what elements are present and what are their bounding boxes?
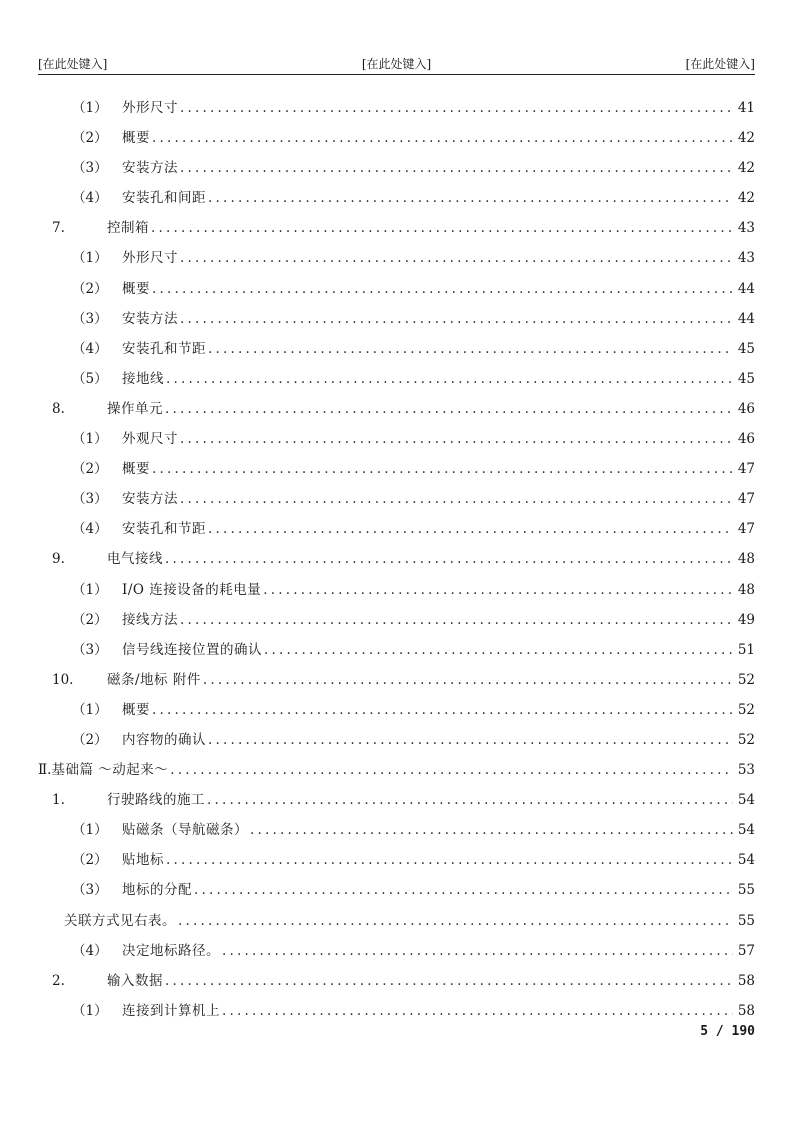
dot-leader [152, 123, 733, 153]
toc-entry-number: （1） [72, 581, 108, 598]
toc-entry-number: （2） [72, 461, 108, 478]
toc-entry[interactable] [38, 936, 755, 966]
toc-entry-title: 安装方法 [122, 160, 178, 177]
toc-entry-number: Ⅱ. [38, 762, 52, 779]
toc-entry-page: 48 [737, 581, 755, 598]
toc-entry-page: 45 [737, 370, 755, 387]
dot-leader [180, 153, 733, 183]
toc-entry[interactable] [38, 123, 755, 153]
toc-entry[interactable] [38, 334, 755, 364]
dot-leader [152, 454, 733, 484]
toc-entry-page: 54 [737, 792, 755, 809]
toc-entry-title: 磁条/地标 附件 [107, 671, 201, 688]
toc-entry-title: 外形尺寸 [122, 100, 178, 116]
dot-leader [222, 996, 733, 1026]
dot-leader [166, 845, 733, 875]
toc-entry-page: 58 [737, 972, 755, 989]
toc-entry-number: （2） [72, 731, 108, 748]
toc-entry[interactable] [38, 635, 755, 665]
toc-entry-page: 53 [737, 762, 755, 779]
toc-entry-page: 52 [737, 701, 755, 718]
toc-entry-page: 47 [737, 491, 755, 508]
toc-entry-number: 9. [52, 551, 65, 568]
toc-entry-number: （3） [72, 491, 108, 508]
dot-leader [207, 785, 733, 815]
toc-entry-title: 地标的分配 [122, 882, 192, 899]
toc-entry-title: 安装方法 [122, 491, 178, 508]
toc-entry-title: 行驶路线的施工 [107, 792, 205, 809]
page-header [38, 56, 755, 75]
toc-entry-number: （5） [72, 370, 108, 387]
toc-entry-number: （1） [72, 1002, 108, 1019]
toc-entry[interactable] [38, 454, 755, 484]
toc-entry[interactable] [38, 725, 755, 755]
toc-entry-page: 54 [737, 852, 755, 869]
toc-entry-number: 8. [52, 400, 65, 417]
toc-entry-title: 安装孔和节距 [122, 521, 206, 538]
header-left-placeholder: [在此处键入] [38, 57, 108, 71]
dot-leader [152, 695, 733, 725]
toc-entry[interactable] [38, 605, 755, 635]
toc-entry-title: 连接到计算机上 [122, 1002, 220, 1019]
toc-entry-title: 贴磁条（导航磁条） [122, 822, 248, 839]
toc-entry[interactable] [38, 153, 755, 183]
toc-entry[interactable] [38, 755, 755, 785]
dot-leader [208, 334, 733, 364]
toc-entry-page: 55 [737, 912, 755, 929]
dot-leader [203, 665, 733, 695]
dot-leader [166, 364, 733, 394]
toc-entry-title: 控制箱 [107, 220, 149, 237]
toc-entry-title: 概要 [122, 701, 150, 718]
toc-entry[interactable] [38, 785, 755, 815]
toc-entry-number: （2） [72, 611, 108, 628]
dot-leader [208, 725, 733, 755]
dot-leader [152, 274, 733, 304]
toc-entry-title: 安装方法 [122, 310, 178, 327]
dot-leader [194, 875, 733, 905]
toc-entry-number: （4） [72, 190, 108, 207]
dot-leader [222, 936, 733, 966]
toc-entry-number: （3） [72, 310, 108, 327]
toc-entry-number: （1） [72, 431, 108, 448]
toc-entry-title: 外形尺寸 [122, 250, 178, 267]
header-right-placeholder: [在此处键入] [685, 57, 755, 71]
dot-leader [180, 605, 733, 635]
toc-entry-number: （2） [72, 852, 108, 869]
toc-entry-page: 58 [737, 1002, 755, 1019]
toc-entry-page: 42 [737, 130, 755, 147]
toc-entry-page: 52 [737, 731, 755, 748]
toc-entry[interactable] [38, 394, 755, 424]
toc-entry[interactable] [38, 966, 755, 996]
toc-entry-title: 关联方式见右表。 [64, 912, 176, 929]
toc-entry-title: 外观尺寸 [122, 431, 178, 448]
toc-entry-page: 41 [737, 100, 755, 116]
toc-entry[interactable] [38, 544, 755, 574]
toc-entry[interactable] [38, 364, 755, 394]
dot-leader [165, 544, 733, 574]
dot-leader [208, 514, 733, 544]
toc-entry-page: 54 [737, 822, 755, 839]
toc-entry-page: 45 [737, 340, 755, 357]
dot-leader [180, 243, 733, 273]
toc-entry-title: 安装孔和节距 [122, 340, 206, 357]
toc-entry[interactable] [38, 665, 755, 695]
toc-entry[interactable] [38, 996, 755, 1026]
toc-entry[interactable] [38, 575, 755, 605]
toc-entry-number: 1. [52, 792, 65, 809]
toc-entry[interactable] [38, 213, 755, 243]
toc-entry-number: （2） [72, 280, 108, 297]
toc-entry-page: 44 [737, 280, 755, 297]
toc-entry-number: （3） [72, 882, 108, 899]
dot-leader [180, 424, 733, 454]
dot-leader [151, 213, 733, 243]
toc-entry[interactable] [38, 906, 755, 936]
toc-entry[interactable] [38, 274, 755, 304]
toc-entry-number: （1） [72, 250, 108, 267]
toc-entry-title: I/O 连接设备的耗电量 [122, 581, 262, 598]
dot-leader [264, 635, 733, 665]
toc-entry-title: 接线方法 [122, 611, 178, 628]
toc-entry-number: 10. [52, 671, 74, 688]
toc-entry-page: 46 [737, 431, 755, 448]
toc-entry-title: 输入数据 [107, 972, 163, 989]
toc-entry[interactable] [38, 424, 755, 454]
toc-entry[interactable] [38, 93, 755, 123]
toc-entry-page: 48 [737, 551, 755, 568]
toc-entry-title: 概要 [122, 461, 150, 478]
toc-entry-number: （2） [72, 130, 108, 147]
toc-entry-title: 基础篇 ～动起来～ [51, 762, 169, 779]
dot-leader [250, 815, 733, 845]
toc-entry-title: 贴地标 [122, 852, 164, 869]
toc-entry-number: （3） [72, 160, 108, 177]
toc-entry-page: 49 [737, 611, 755, 628]
toc-entry-title: 信号线连接位置的确认 [122, 641, 262, 658]
toc-entry-title: 电气接线 [107, 551, 163, 568]
toc-entry-page: 42 [737, 160, 755, 177]
toc-entry-title: 概要 [122, 130, 150, 147]
toc-entry-page: 46 [737, 400, 755, 417]
dot-leader [165, 394, 733, 424]
toc-entry[interactable] [38, 845, 755, 875]
toc-entry-page: 57 [737, 942, 755, 959]
toc-entry-page: 47 [737, 461, 755, 478]
toc-entry[interactable] [38, 695, 755, 725]
toc-entry-page: 43 [737, 220, 755, 237]
toc-entry[interactable] [38, 484, 755, 514]
toc-entry-page: 42 [737, 190, 755, 207]
toc-entry-number: （1） [72, 100, 108, 116]
toc-entry[interactable] [38, 243, 755, 273]
toc-entry-number: 2. [52, 972, 65, 989]
dot-leader [170, 755, 733, 785]
dot-leader [178, 906, 733, 936]
toc-entry[interactable] [38, 183, 755, 213]
toc-entry-page: 52 [737, 671, 755, 688]
toc-entry-number: （4） [72, 340, 108, 357]
toc-entry[interactable] [38, 815, 755, 845]
toc-entry[interactable] [38, 514, 755, 544]
dot-leader [180, 93, 733, 123]
toc-entry-page: 43 [737, 250, 755, 267]
toc-entry[interactable] [38, 304, 755, 334]
toc-entry-title: 内容物的确认 [122, 731, 206, 748]
toc-entry-number: （3） [72, 641, 108, 658]
toc-entry-number: 7. [52, 220, 65, 237]
header-center-placeholder: [在此处键入] [361, 57, 432, 71]
toc-entry-number: （4） [72, 942, 108, 959]
toc-entry-page: 55 [737, 882, 755, 899]
toc-entry-page: 44 [737, 310, 755, 327]
dot-leader [165, 966, 733, 996]
dot-leader [180, 484, 733, 514]
dot-leader [208, 183, 733, 213]
page-number: 5 / 190 [700, 1024, 755, 1039]
toc-entry-title: 操作单元 [107, 400, 163, 417]
toc-entry[interactable] [38, 875, 755, 905]
toc-entry-title: 安装孔和间距 [122, 190, 206, 207]
toc-entry-number: （1） [72, 822, 108, 839]
toc-entry-page: 51 [737, 641, 755, 658]
toc-entry-number: （1） [72, 701, 108, 718]
dot-leader [180, 304, 733, 334]
toc-entry-title: 概要 [122, 280, 150, 297]
toc-entry-page: 47 [737, 521, 755, 538]
toc-entry-title: 接地线 [122, 370, 164, 387]
table-of-contents [38, 93, 755, 1026]
dot-leader [263, 575, 733, 605]
toc-entry-title: 决定地标路径。 [122, 942, 220, 959]
toc-entry-number: （4） [72, 521, 108, 538]
